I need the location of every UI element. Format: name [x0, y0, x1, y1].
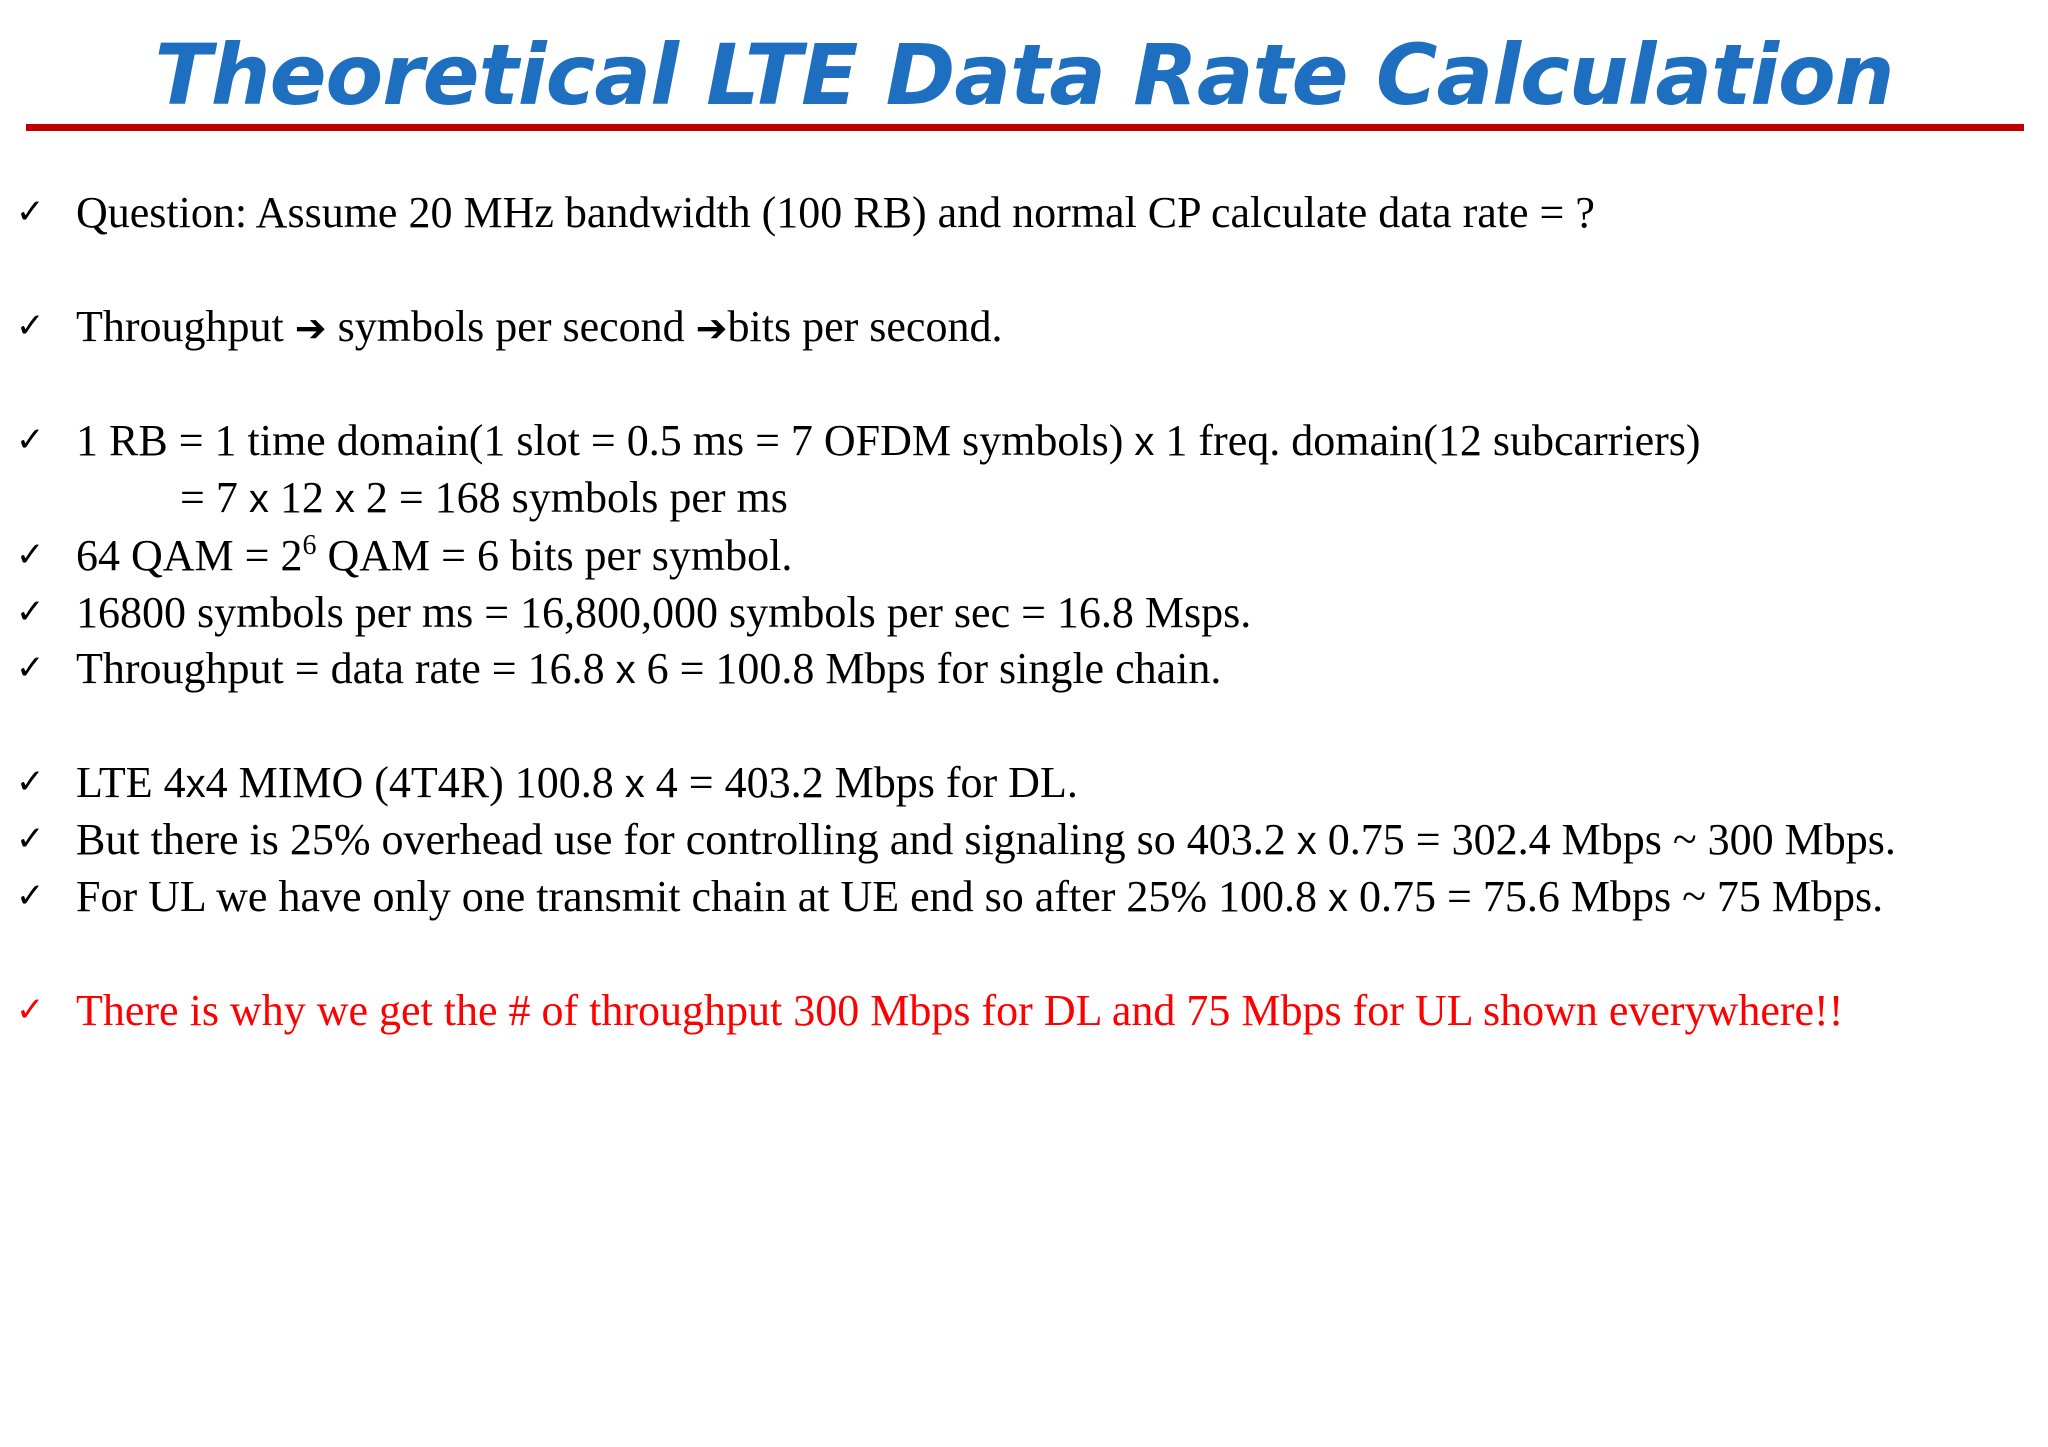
bullet-uplink	[16, 868, 1883, 926]
multiply-sign: x	[1134, 420, 1155, 464]
bullet-text: 16800 symbols per ms = 16,800,000 symbols per sec = 16.8 Msps.	[76, 588, 1252, 637]
multiply-sign: x	[1296, 819, 1317, 863]
bullet-text: symbols per second	[326, 302, 696, 351]
check-icon: ✓	[16, 306, 45, 346]
bullet-question	[16, 184, 1595, 241]
bullet-data-rate	[16, 640, 1221, 698]
bullet-mimo	[16, 754, 1078, 812]
check-icon: ✓	[16, 192, 45, 232]
bullet-text: 64 QAM = 2	[76, 531, 303, 580]
check-icon: ✓	[16, 592, 45, 632]
bullet-text: 1 RB = 1 time domain(1 slot = 0.5 ms = 7 OFDM symbols)	[76, 416, 1135, 465]
bullet-text: LTE 4	[76, 758, 186, 807]
bullet-overhead	[16, 811, 1896, 869]
bullet-text: 4 = 403.2 Mbps for DL.	[644, 758, 1078, 807]
check-icon: ✓	[16, 535, 45, 575]
check-icon: ✓	[16, 990, 45, 1030]
bullet-text: 0.75 = 302.4 Mbps ~ 300 Mbps.	[1316, 815, 1896, 864]
check-icon: ✓	[16, 648, 45, 688]
bullet-conclusion	[16, 982, 1843, 1039]
multiply-sign: x	[615, 648, 636, 692]
multiply-sign: x	[185, 762, 206, 806]
bullet-text: Question: Assume 20 MHz bandwidth (100 RB) and normal CP calculate data rate = ?	[76, 188, 1595, 237]
exponent: 6	[302, 530, 317, 561]
slide-title: Theoretical LTE Data Rate Calculation	[154, 26, 1894, 124]
multiply-sign: x	[1328, 876, 1349, 920]
multiply-sign: x	[248, 477, 269, 521]
bullet-text: There is why we get the # of throughput 300 Mbps for DL and 75 Mbps for UL shown everywhere!!	[76, 986, 1844, 1035]
bullet-rb-definition	[16, 412, 1701, 470]
title-divider	[26, 124, 2024, 131]
arrow-icon: ➔	[294, 306, 327, 350]
bullet-text: Throughput	[76, 302, 295, 351]
check-icon: ✓	[16, 420, 45, 460]
bullet-qam	[16, 527, 792, 584]
check-icon: ✓	[16, 876, 45, 916]
bullet-text: QAM = 6 bits per symbol.	[316, 531, 793, 580]
bullet-throughput-chain	[16, 298, 1002, 356]
bullet-text: 2 = 168 symbols per ms	[354, 473, 788, 522]
check-icon: ✓	[16, 762, 45, 802]
bullet-text: 4 MIMO (4T4R) 100.8	[205, 758, 625, 807]
bullet-text: But there is 25% overhead use for controlling and signaling so 403.2	[76, 815, 1297, 864]
bullet-text: 6 = 100.8 Mbps for single chain.	[635, 644, 1222, 693]
bullet-text: 12	[268, 473, 335, 522]
bullet-text: = 7	[180, 473, 249, 522]
bullet-text: 0.75 = 75.6 Mbps ~ 75 Mbps.	[1348, 872, 1884, 921]
bullet-text: bits per second.	[727, 302, 1003, 351]
multiply-sign: x	[624, 762, 645, 806]
bullet-symbol-rate	[16, 584, 1251, 641]
bullet-rb-continuation	[16, 470, 788, 527]
arrow-icon: ➔	[695, 306, 728, 350]
check-icon: ✓	[16, 819, 45, 859]
bullet-text: For UL we have only one transmit chain at UE end so after 25% 100.8	[76, 872, 1329, 921]
bullet-text: 1 freq. domain(12 subcarriers)	[1154, 416, 1701, 465]
multiply-sign: x	[334, 477, 355, 521]
bullet-text: Throughput = data rate = 16.8	[76, 644, 616, 693]
